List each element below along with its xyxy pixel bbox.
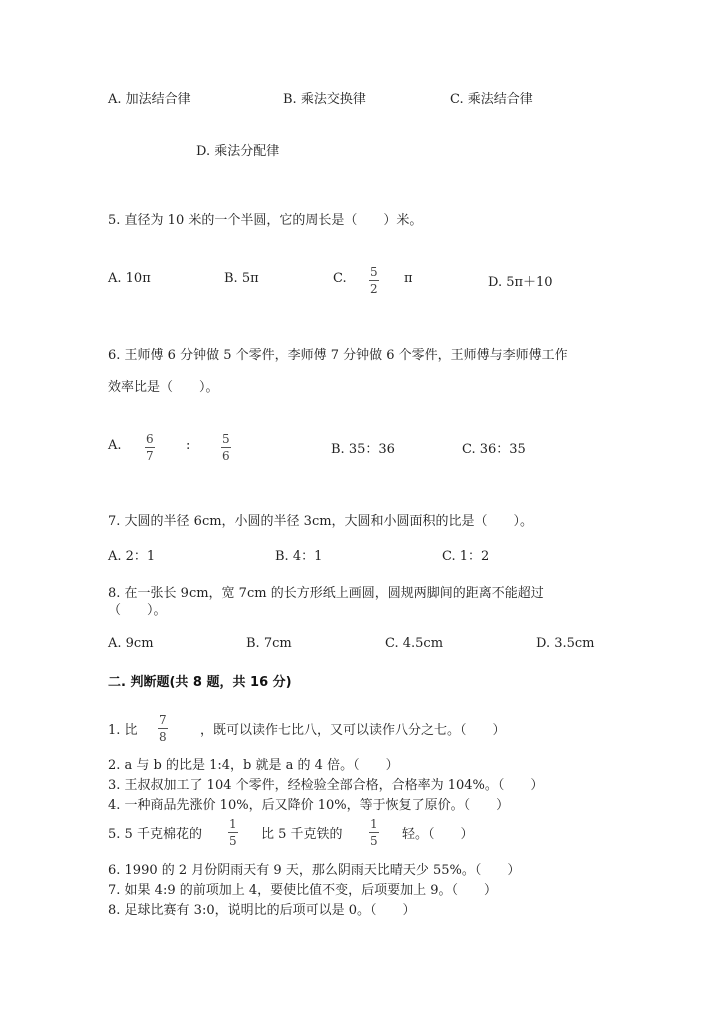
q5-option-d: D. 5π＋10	[488, 275, 553, 290]
section-heading-judgement: 二. 判断题(共 8 题，共 16 分)	[108, 675, 292, 690]
judge-5-fraction-1	[228, 818, 238, 847]
fraction-numerator: 6	[146, 432, 154, 446]
q4-option-c: C. 乘法结合律	[450, 92, 533, 107]
fraction-denominator: 5	[229, 834, 237, 848]
q4-option-b: B. 乘法交换律	[283, 92, 366, 107]
judge-1-suffix: ，既可以读作七比八，又可以读作八分之七。（ ）	[200, 723, 506, 738]
fraction-numerator: 1	[370, 817, 378, 831]
q4-option-a: A. 加法结合律	[108, 92, 191, 107]
judge-1-prefix: 1. 比	[108, 723, 138, 738]
q6-question-line2: 效率比是（ ）。	[108, 380, 219, 395]
q8-option-d: D. 3.5cm	[536, 636, 595, 651]
judge-4: 4. 一种商品先涨价 10%，后又降价 10%，等于恢复了原价。（ ）	[108, 798, 510, 813]
q6-option-a-fraction-1	[145, 433, 155, 462]
judge-5-middle: 比 5 千克铁的	[261, 827, 343, 842]
judge-1-fraction	[158, 714, 168, 743]
fraction-numerator: 7	[159, 713, 167, 727]
q6-option-a-label: A.	[108, 438, 122, 453]
q6-option-c: C. 36：35	[462, 442, 526, 457]
judge-6: 6. 1990 的 2 月份阴雨天有 9 天，那么阴雨天比晴天少 55%。（ ）	[108, 863, 521, 878]
q7-option-a: A. 2：1	[108, 549, 156, 564]
judge-5-fraction-2	[369, 818, 379, 847]
q8-option-b: B. 7cm	[246, 636, 292, 651]
fraction-denominator: 6	[222, 449, 230, 463]
q5-option-b: B. 5π	[224, 271, 259, 286]
fraction-numerator: 1	[229, 817, 237, 831]
q6-question-line1: 6. 王师傅 6 分钟做 5 个零件，李师傅 7 分钟做 6 个零件，王师傅与李师傅工作	[108, 348, 568, 363]
fraction-denominator: 2	[370, 282, 378, 296]
q6-option-a-fraction-2	[221, 433, 231, 462]
q5-option-c-pi: π	[404, 271, 413, 286]
fraction-numerator: 5	[370, 265, 378, 279]
q8-question-line1: 8. 在一张长 9cm，宽 7cm 的长方形纸上画圆，圆规两脚间的距离不能超过	[108, 586, 544, 601]
q5-option-c-fraction	[369, 266, 379, 295]
q6-option-a-colon: :	[186, 438, 191, 453]
fraction-denominator: 8	[159, 730, 167, 744]
q7-option-c: C. 1：2	[442, 549, 490, 564]
q5-option-c-label: C.	[333, 271, 347, 286]
fraction-denominator: 7	[146, 449, 154, 463]
q6-option-b: B. 35：36	[331, 442, 395, 457]
q8-option-c: C. 4.5cm	[385, 636, 444, 651]
q8-question-line2: （ ）。	[108, 603, 167, 618]
judge-8: 8. 足球比赛有 3:0，说明比的后项可以是 0。（ ）	[108, 903, 416, 918]
judge-2: 2. a 与 b 的比是 1:4，b 就是 a 的 4 倍。（ ）	[108, 758, 399, 773]
q5-question: 5. 直径为 10 米的一个半圆，它的周长是（ ）米。	[108, 213, 423, 228]
judge-5-suffix: 轻。（ ）	[402, 827, 474, 842]
q4-option-d: D. 乘法分配律	[196, 144, 280, 159]
fraction-numerator: 5	[222, 432, 230, 446]
judge-7: 7. 如果 4:9 的前项加上 4，要使比值不变，后项要加上 9。（ ）	[108, 883, 498, 898]
judge-3: 3. 王叔叔加工了 104 个零件，经检验全部合格，合格率为 104%。（ ）	[108, 778, 544, 793]
q7-option-b: B. 4：1	[275, 549, 323, 564]
judge-5-prefix: 5. 5 千克棉花的	[108, 827, 202, 842]
fraction-denominator: 5	[370, 834, 378, 848]
q7-question: 7. 大圆的半径 6cm，小圆的半径 3cm，大圆和小圆面积的比是（ ）。	[108, 514, 534, 529]
q8-option-a: A. 9cm	[108, 636, 154, 651]
q5-option-a: A. 10π	[108, 271, 151, 286]
